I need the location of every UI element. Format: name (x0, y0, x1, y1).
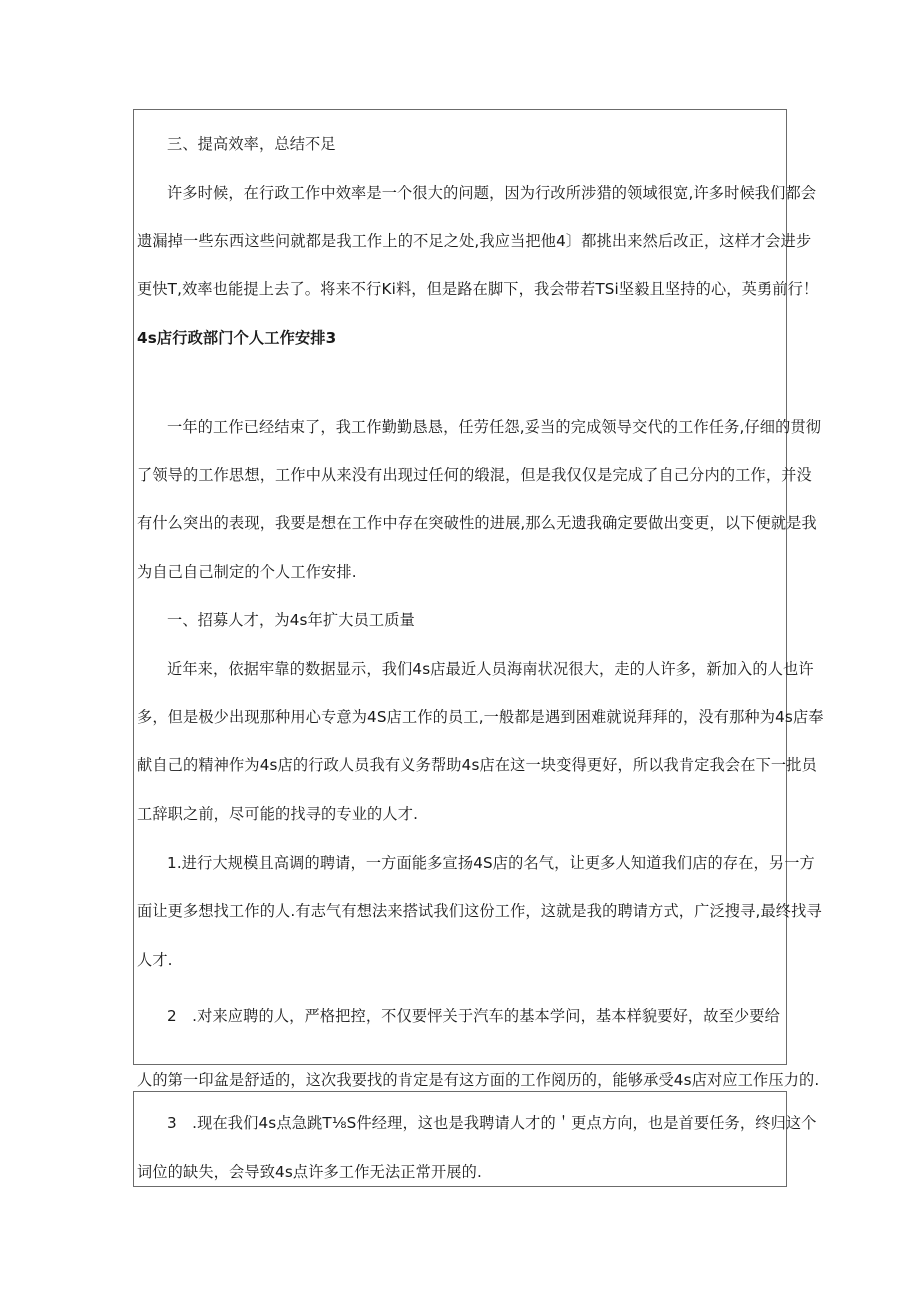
paragraph-line: 献自己的精神作为4s店的行政人员我有义务帮助4s店在这一块变得更好，所以我肯定我会在下一批员 (137, 756, 817, 774)
list-item-line: 2 .对来应聘的人，严格把控，不仅要怦关于汽车的基本学问，基本样貌要好，故至少要给 (167, 1007, 780, 1025)
list-item-line: 3 .现在我们4s点急跳T⅛S件经理，这也是我聘请人才的＇更点方向，也是首要任务，终归这个 (167, 1114, 817, 1132)
section-heading: 三、提高效率，总结不足 (167, 135, 336, 153)
paragraph-line: 多，但是极少出现那种用心专意为4S店工作的员工,一般都是遇到困难就说拜拜的，没有那种为4s店奉 (137, 708, 824, 726)
paragraph-line: 遗漏掉一些东西这些问就都是我工作上的不足之处,我应当把他4〕都挑出来然后改正，这样才会进步 (137, 232, 812, 250)
list-item-line: 面让更多想找工作的人.有志气有想法来搭试我们这份工作，这就是我的聘请方式，广泛搜寻,最终找寻 (137, 902, 822, 920)
list-item-line: 词位的缺失，会导致4s点许多工作无法正常开展的. (137, 1163, 482, 1181)
paragraph-line: 工辞职之前，尽可能的找寻的专业的人才. (137, 805, 419, 823)
paragraph-line: 一年的工作已经结束了，我工作勤勤恳恳，任劳任怨,妥当的完成领导交代的工作任务,仔细的贯彻 (167, 418, 822, 436)
paragraph-line: 了领导的工作思想，工作中从来没有出现过任何的缎混，但是我仅仅是完成了自己分内的工作，并没 (137, 466, 812, 484)
section-heading: 一、招募人才，为4s年扩大员工质量 (167, 611, 415, 629)
list-item-line: 人才. (137, 951, 173, 969)
list-item-line: 人的第一印盆是舒适的，这次我要找的肯定是有这方面的工作阅历的，能够承受4s店对应工作压力的. (137, 1071, 820, 1089)
paragraph-line: 有什么突出的表现，我要是想在工作中存在突破性的进展,那么无遗我确定要做出变更，以下便就是我 (137, 514, 817, 532)
paragraph-line: 更快T,效率也能提上去了。将来不行Ki料，但是路在脚下，我会带若TSi坚毅且坚持的心，英勇前行！ (137, 280, 819, 298)
content-frame-main (133, 109, 824, 1065)
document-title: 4s店行政部门个人工作安排3 (137, 329, 337, 347)
paragraph-line: 为自己自己制定的个人工作安排. (137, 563, 357, 581)
paragraph-line: 许多时候，在行政工作中效率是一个很大的问题，因为行改所涉猎的领域很宽,许多时候我们都会 (167, 184, 817, 202)
list-item-line: 1.进行大规模且高调的聘请，一方面能多宣扬4S店的名气，让更多人知道我们店的存在，另一方 (167, 854, 815, 872)
paragraph-line: 近年来，依据牢靠的数据显示，我们4s店最近人员海南状况很大，走的人许多，新加入的人也许 (167, 660, 814, 678)
